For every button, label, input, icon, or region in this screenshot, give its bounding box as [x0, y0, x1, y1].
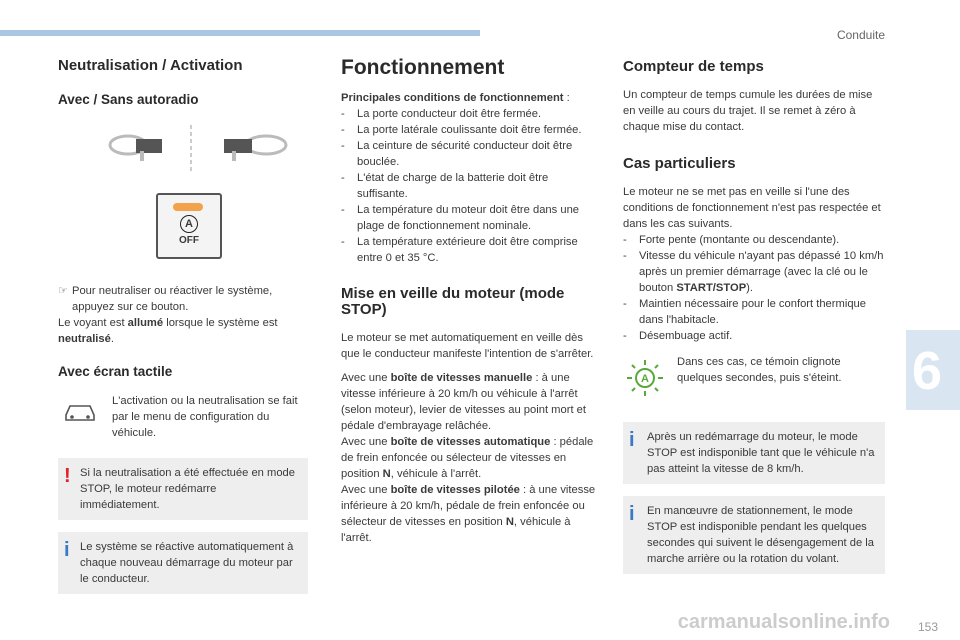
bv-automatique-text: Avec une boîte de vitesses automatique : pédale de frein enfoncée ou sélecteur de vitesses en position N, véhicule à l'arrêt. — [341, 436, 594, 480]
steering-wheels-illustration — [106, 125, 296, 175]
info-icon: i — [64, 539, 70, 561]
info-reactivation-text: Le système se réactive automatiquement à chaque nouveau démarrage du moteur par le conducteur. — [80, 541, 294, 585]
list-item: - Maintien nécessaire pour le confort thermique dans l'habitacle. — [623, 296, 885, 328]
info-box-stationnement — [623, 496, 885, 574]
warning-icon: ! — [64, 465, 71, 487]
chapter-tab — [906, 330, 960, 410]
stop-auto-warning-light-icon — [625, 358, 665, 398]
list-item: - La température du moteur doit être dans une plage de fonctionnement nominale. — [341, 202, 599, 234]
list-item: - La porte conducteur doit être fermée. — [341, 106, 599, 122]
temoin-block — [623, 354, 885, 410]
car-screen-icon — [62, 401, 98, 423]
para-voyant: Le voyant est allumé lorsque le système est neutralisé. — [58, 317, 278, 345]
steering-wheel-left-icon — [110, 136, 162, 161]
pointer-icon: ☞ — [58, 285, 69, 297]
ecran-text: L'activation ou la neutralisation se fait par le menu de configuration du véhicule. — [112, 395, 298, 439]
info-icon: i — [629, 429, 635, 451]
ecran-block — [58, 393, 308, 445]
stop-off-button-illustration — [156, 193, 222, 259]
heading-cas-particuliers: Cas particuliers — [623, 155, 736, 172]
warning-text: Si la neutralisation a été effectuée en mode STOP, le moteur redémarre immédiatement. — [80, 467, 295, 511]
heading-mise-en-veille: Mise en veille du moteur (mode STOP) — [341, 285, 565, 318]
list-item: - La porte latérale coulissante doit être fermée. — [341, 122, 599, 138]
column-middle — [341, 52, 599, 546]
chapter-number: 6 — [912, 341, 943, 401]
bv-manuelle-text: Avec une boîte de vitesses manuelle : à une vitesse inférieure à 20 km/h ou véhicule à l'arrêt (selon moteur), levier de vitesses au point mort et pédale d'embrayage relâchée. — [341, 372, 586, 432]
steering-wheel-right-icon — [224, 136, 286, 161]
cas-list — [623, 232, 885, 344]
heading-fonctionnement: Fonctionnement — [341, 56, 505, 79]
list-item: - Vitesse du véhicule n'ayant pas dépassé 10 km/h après un premier démarrage (avec la clé ou le bouton START/STOP). — [623, 248, 885, 296]
list-item: - La température extérieure doit être comprise entre 0 et 35 °C. — [341, 234, 599, 266]
off-label: OFF — [179, 235, 199, 246]
heading-avec-sans-autoradio: Avec / Sans autoradio — [58, 92, 199, 107]
bv-pilotee-text: Avec une boîte de vitesses pilotée : à une vitesse inférieure à 20 km/h, pédale de frein enfoncée ou sélecteur de vitesses en position N, véhicule à l'arrêt. — [341, 484, 596, 544]
list-item: - La ceinture de sécurité conducteur doit être bouclée. — [341, 138, 599, 170]
info-box-redemarrage — [623, 422, 885, 484]
auto-a-icon: A — [180, 215, 198, 233]
heading-compteur: Compteur de temps — [623, 58, 764, 75]
conditions-intro: Principales conditions de fonctionnement : — [341, 92, 570, 104]
header-accent-bar — [0, 30, 480, 36]
watermark: carmanualsonline.info — [677, 611, 890, 633]
chapter-title: Conduite — [836, 28, 885, 42]
temoin-text: Dans ces cas, ce témoin clignote quelques secondes, puis s'éteint. — [677, 356, 842, 384]
conditions-list — [341, 106, 599, 266]
info-stationnement-text: En manœuvre de stationnement, le mode STOP est indisponible pendant les quelques secondes qui suivent le désengagement de la marche arrière ou la rotation du volant. — [647, 505, 875, 565]
svg-text:A: A — [641, 373, 649, 385]
indicator-light — [173, 203, 203, 211]
list-item: - Forte pente (montante ou descendante). — [623, 232, 885, 248]
veille-text: Le moteur se met automatiquement en veille dès que le conducteur manifeste l'intention de s'arrêter. — [341, 332, 594, 360]
info-redemarrage-text: Après un redémarrage du moteur, le mode STOP est indisponible tant que le véhicule n'a pas atteint la vitesse de 8 km/h. — [647, 431, 875, 475]
column-left — [58, 52, 308, 594]
warning-box — [58, 458, 308, 520]
list-item: - Désembuage actif. — [623, 328, 885, 344]
info-icon: i — [629, 503, 635, 525]
heading-neutralisation: Neutralisation / Activation — [58, 57, 243, 74]
list-item: - L'état de charge de la batterie doit être suffisante. — [341, 170, 599, 202]
compteur-text: Un compteur de temps cumule les durées de mise en veille au cours du trajet. Il se remet à zéro à chaque mise du contact. — [623, 89, 873, 133]
para-neutraliser: ☞ Pour neutraliser ou réactiver le système, appuyez sur ce bouton. — [58, 285, 273, 313]
column-right — [623, 52, 885, 574]
cas-text: Le moteur ne se met pas en veille si l'une des conditions de fonctionnement n'est pas respectée et dans les cas suivants. — [623, 186, 881, 230]
page-number: 153 — [917, 620, 938, 634]
info-box-reactivation — [58, 532, 308, 594]
heading-ecran-tactile: Avec écran tactile — [58, 364, 173, 379]
